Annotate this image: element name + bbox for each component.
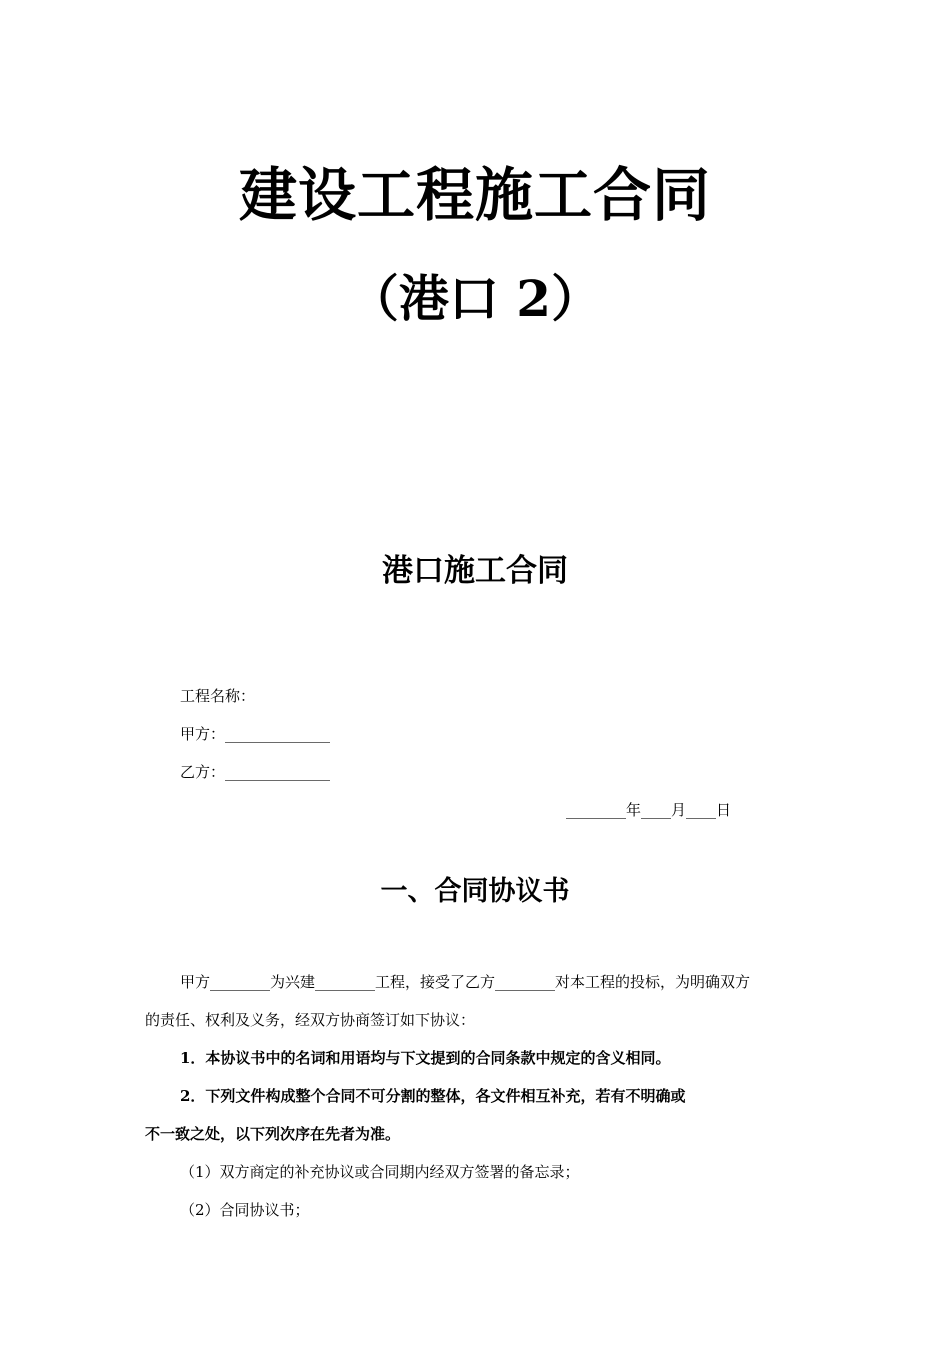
- month-blank: ____: [641, 801, 672, 819]
- list-item-1: （1）双方商定的补充协议或合同期内经双方签署的备忘录；: [180, 1163, 580, 1181]
- party-a-field: [180, 722, 330, 746]
- month-label: 月: [671, 801, 687, 819]
- year-label: 年: [626, 801, 642, 819]
- project-name-label: 工程名称：: [180, 687, 256, 705]
- party-b-field: [180, 760, 330, 784]
- party-a-label: 甲方：: [180, 725, 226, 743]
- party-b-blank: ______________: [225, 763, 331, 781]
- intro-line-1: 甲方________为兴建________工程，接受了乙方________对本工程的投标，为明确双方: [180, 973, 751, 991]
- year-blank: ________: [566, 801, 626, 819]
- day-label: 日: [716, 801, 732, 819]
- date-line: [566, 798, 731, 822]
- day-blank: ____: [686, 801, 717, 819]
- clause-2-line-1: 2．下列文件构成整个合同不可分割的整体，各文件相互补充，若有不明确或: [180, 1087, 686, 1105]
- party-a-blank: ______________: [225, 725, 331, 743]
- sub-title: （港口 2）: [348, 269, 602, 328]
- intro-line-2: 的责任、权利及义务，经双方协商签订如下协议：: [145, 1011, 476, 1029]
- contract-heading: 港口施工合同: [382, 553, 568, 589]
- clause-2-line-2: 不一致之处，以下列次序在先者为准。: [145, 1125, 401, 1143]
- project-name-field: [180, 684, 255, 708]
- party-b-label: 乙方：: [180, 763, 226, 781]
- section-heading: 一、合同协议书: [380, 876, 570, 907]
- list-item-2: （2）合同协议书；: [180, 1201, 310, 1219]
- main-title: 建设工程施工合同: [238, 161, 711, 229]
- clause-1: 1．本协议书中的名词和用语均与下文提到的合同条款中规定的含义相同。: [180, 1049, 671, 1067]
